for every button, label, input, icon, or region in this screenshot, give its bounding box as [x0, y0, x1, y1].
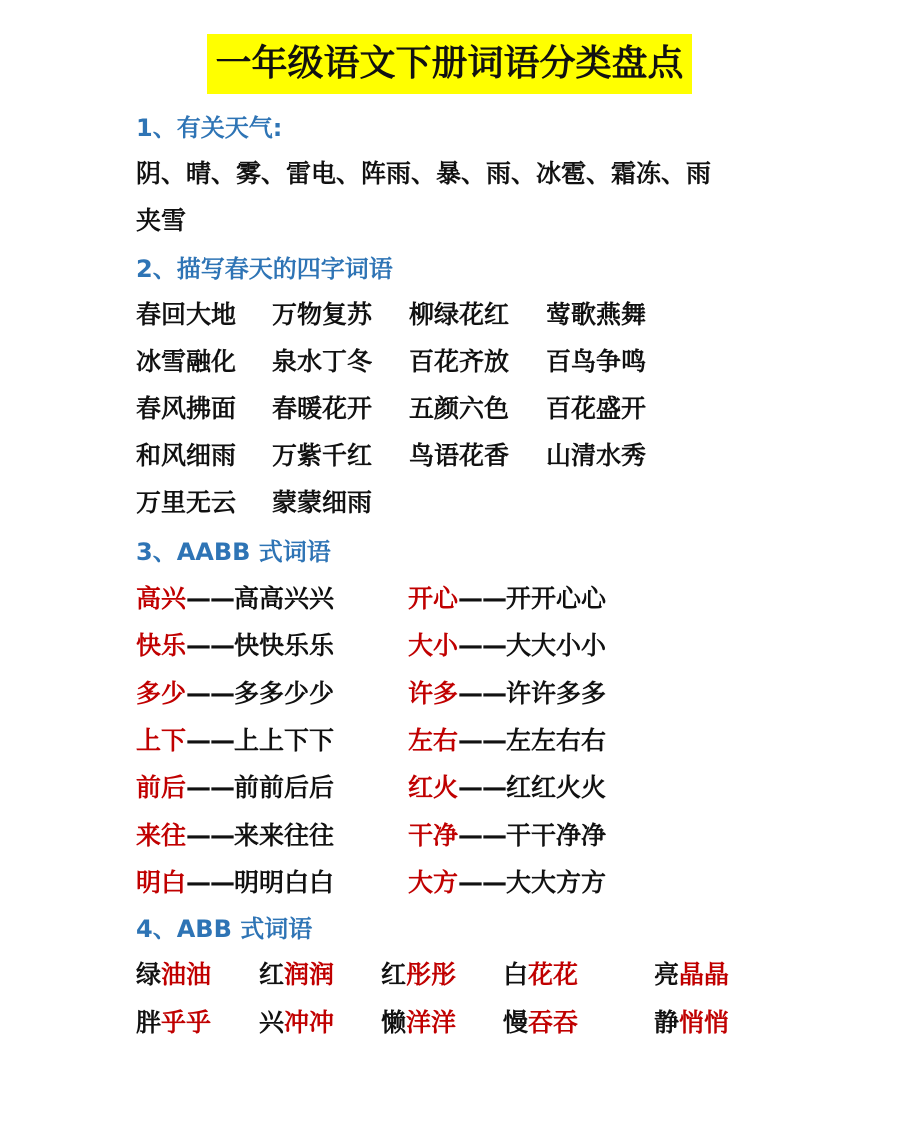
abb-first-char: 兴 — [259, 1008, 285, 1037]
em-dash: —— — [458, 820, 507, 850]
abb-first-char: 胖 — [136, 1008, 162, 1037]
spring-word: 和风细雨 — [136, 441, 237, 470]
abb-first-char: 绿 — [136, 960, 162, 989]
spring-word: 蒙蒙细雨 — [272, 488, 373, 517]
em-dash: —— — [458, 584, 507, 613]
aabb-expanded-word: 干干净净 — [506, 820, 607, 850]
spring-word: 柳绿花红 — [409, 300, 510, 329]
aabb-pair — [136, 725, 334, 757]
aabb-base-word: 大方 — [408, 867, 459, 897]
section-heading-aabb: 3、AABB 式词语 — [136, 538, 331, 566]
abb-repeated-chars: 油油 — [161, 960, 212, 989]
spring-word: 百花盛开 — [546, 394, 647, 423]
abb-first-char: 红 — [381, 960, 407, 989]
spring-word: 春风拂面 — [136, 394, 237, 423]
aabb-pair — [136, 867, 334, 899]
aabb-base-word: 许多 — [408, 678, 459, 708]
aabb-base-word: 明白 — [136, 867, 187, 897]
aabb-expanded-word: 左左右右 — [506, 725, 607, 755]
aabb-expanded-word: 大大方方 — [506, 867, 607, 897]
spring-word: 鸟语花香 — [409, 441, 510, 470]
weather-line-1: 阴、晴、雾、雷电、阵雨、暴、雨、冰雹、霜冻、雨 — [136, 159, 712, 188]
abb-first-char: 白 — [503, 960, 529, 989]
spring-word: 春暖花开 — [272, 394, 373, 423]
section-heading-abb: 4、ABB 式词语 — [136, 915, 313, 943]
aabb-expanded-word: 高高兴兴 — [234, 584, 335, 613]
spring-word: 万物复苏 — [272, 300, 373, 329]
aabb-expanded-word: 上上下下 — [234, 725, 335, 755]
aabb-base-word: 开心 — [408, 584, 459, 613]
abb-first-char: 红 — [259, 960, 285, 989]
em-dash: —— — [458, 725, 507, 755]
aabb-expanded-word: 明明白白 — [234, 867, 335, 897]
aabb-pair — [136, 820, 334, 852]
abb-repeated-chars: 吞吞 — [528, 1008, 579, 1037]
page-title: 一年级语文下册词语分类盘点 — [207, 34, 691, 94]
spring-word: 莺歌燕舞 — [546, 300, 647, 329]
em-dash: —— — [186, 678, 235, 708]
abb-word — [259, 1007, 334, 1039]
aabb-base-word: 快乐 — [136, 631, 187, 661]
abb-word — [136, 959, 211, 991]
aabb-pair — [408, 725, 606, 757]
aabb-pair — [408, 630, 606, 662]
em-dash: —— — [458, 867, 507, 897]
em-dash: —— — [458, 631, 507, 661]
weather-line-2: 夹雪 — [136, 206, 187, 235]
spring-word: 百鸟争鸣 — [546, 347, 647, 376]
aabb-base-word: 干净 — [408, 820, 459, 850]
abb-repeated-chars: 润润 — [284, 960, 335, 989]
em-dash: —— — [186, 631, 235, 661]
aabb-expanded-word: 许许多多 — [506, 678, 607, 708]
aabb-base-word: 高兴 — [136, 584, 187, 613]
aabb-base-word: 来往 — [136, 820, 187, 850]
aabb-base-word: 前后 — [136, 773, 187, 803]
em-dash: —— — [186, 773, 235, 803]
aabb-base-word: 多少 — [136, 678, 187, 708]
abb-repeated-chars: 悄悄 — [679, 1008, 730, 1037]
aabb-expanded-word: 大大小小 — [506, 631, 607, 661]
aabb-pair — [136, 583, 334, 615]
abb-repeated-chars: 乎乎 — [161, 1008, 212, 1037]
em-dash: —— — [186, 584, 235, 613]
spring-word: 山清水秀 — [546, 441, 647, 470]
aabb-expanded-word: 多多少少 — [234, 678, 335, 708]
abb-repeated-chars: 晶晶 — [679, 960, 730, 989]
aabb-pair — [408, 772, 606, 804]
abb-first-char: 慢 — [503, 1008, 529, 1037]
em-dash: —— — [458, 773, 507, 803]
aabb-pair — [408, 583, 606, 615]
em-dash: —— — [458, 678, 507, 708]
abb-word — [381, 1007, 456, 1039]
abb-word — [503, 1007, 578, 1039]
abb-first-char: 亮 — [654, 960, 680, 989]
aabb-pair — [408, 678, 606, 710]
aabb-pair — [136, 630, 334, 662]
spring-word: 百花齐放 — [409, 347, 510, 376]
abb-repeated-chars: 彤彤 — [406, 960, 457, 989]
abb-word — [381, 959, 456, 991]
abb-repeated-chars: 冲冲 — [284, 1008, 335, 1037]
spring-word: 五颜六色 — [409, 394, 510, 423]
aabb-base-word: 大小 — [408, 631, 459, 661]
abb-repeated-chars: 洋洋 — [406, 1008, 457, 1037]
spring-word: 春回大地 — [136, 300, 237, 329]
aabb-expanded-word: 前前后后 — [234, 773, 335, 803]
aabb-expanded-word: 开开心心 — [506, 584, 607, 613]
aabb-pair — [136, 772, 334, 804]
aabb-expanded-word: 红红火火 — [506, 773, 607, 803]
section-heading-spring: 2、描写春天的四字词语 — [136, 255, 393, 283]
aabb-base-word: 红火 — [408, 773, 459, 803]
abb-first-char: 静 — [654, 1008, 680, 1037]
spring-word: 泉水丁冬 — [272, 347, 373, 376]
em-dash: —— — [186, 867, 235, 897]
aabb-expanded-word: 快快乐乐 — [234, 631, 335, 661]
spring-word: 冰雪融化 — [136, 347, 237, 376]
abb-word — [654, 959, 729, 991]
aabb-pair — [408, 820, 606, 852]
abb-word — [503, 959, 578, 991]
em-dash: —— — [186, 725, 235, 755]
aabb-pair — [136, 678, 334, 710]
spring-word: 万紫千红 — [272, 441, 373, 470]
abb-first-char: 懒 — [381, 1008, 407, 1037]
aabb-expanded-word: 来来往往 — [234, 820, 335, 850]
title-banner — [0, 34, 899, 94]
spring-word: 万里无云 — [136, 488, 237, 517]
abb-repeated-chars: 花花 — [528, 960, 579, 989]
em-dash: —— — [186, 820, 235, 850]
aabb-base-word: 上下 — [136, 725, 187, 755]
aabb-base-word: 左右 — [408, 725, 459, 755]
abb-word — [136, 1007, 211, 1039]
aabb-pair — [408, 867, 606, 899]
abb-word — [654, 1007, 729, 1039]
abb-word — [259, 959, 334, 991]
section-heading-weather: 1、有关天气: — [136, 114, 283, 142]
